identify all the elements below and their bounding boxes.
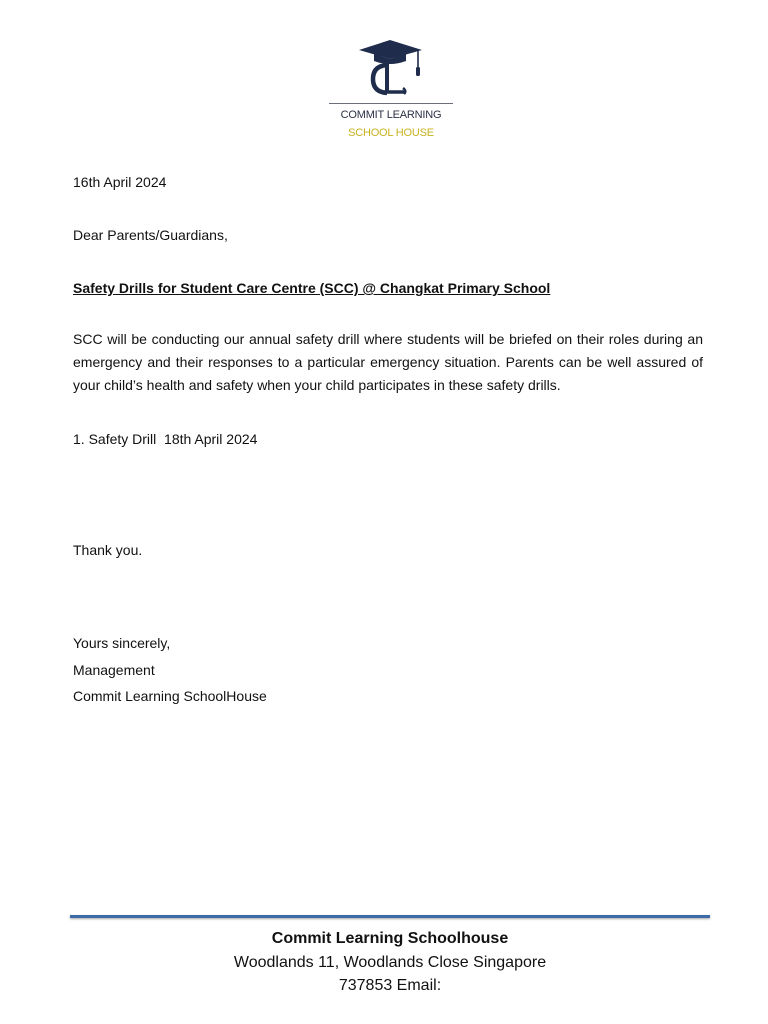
footer-divider [70,915,710,918]
footer-organization-name: Commit Learning Schoolhouse [271,930,509,947]
footer-address-line1: Woodlands 11, Woodlands Close Singapore [233,953,547,971]
signatory-department: Management [73,661,155,678]
graduation-cap-monogram-icon [356,36,426,96]
signatory-organization: Commit Learning SchoolHouse [73,688,267,704]
letter-subject: Safety Drills for Student Care Centre (SCC) @ Changkat Primary School [73,280,551,296]
company-logo [0,36,768,146]
letter-footer [0,927,768,998]
logo-name-line2: SCHOOL HOUSE [348,127,434,139]
closing-line: Yours sincerely, [73,635,171,651]
letter-date: 16th April 2024 [73,174,167,190]
letter-closing [73,630,703,710]
letter-body-paragraph: SCC will be conducting our annual safety drill where students will be briefed on their roles during an emergency and their responses to a particular emergency situation. Parents can be well assured of your child’s health and safety when your child participates in these safety drills. [73,331,703,393]
logo-name-line1: COMMIT LEARNING [340,109,442,121]
logo-divider [329,103,453,104]
letter-salutation: Dear Parents/Guardians, [73,227,228,243]
letter-thanks: Thank you. [73,542,143,558]
drill-schedule-item: 1. Safety Drill 18th April 2024 [73,431,258,447]
footer-address-line2: 737853 Email: [338,977,442,994]
